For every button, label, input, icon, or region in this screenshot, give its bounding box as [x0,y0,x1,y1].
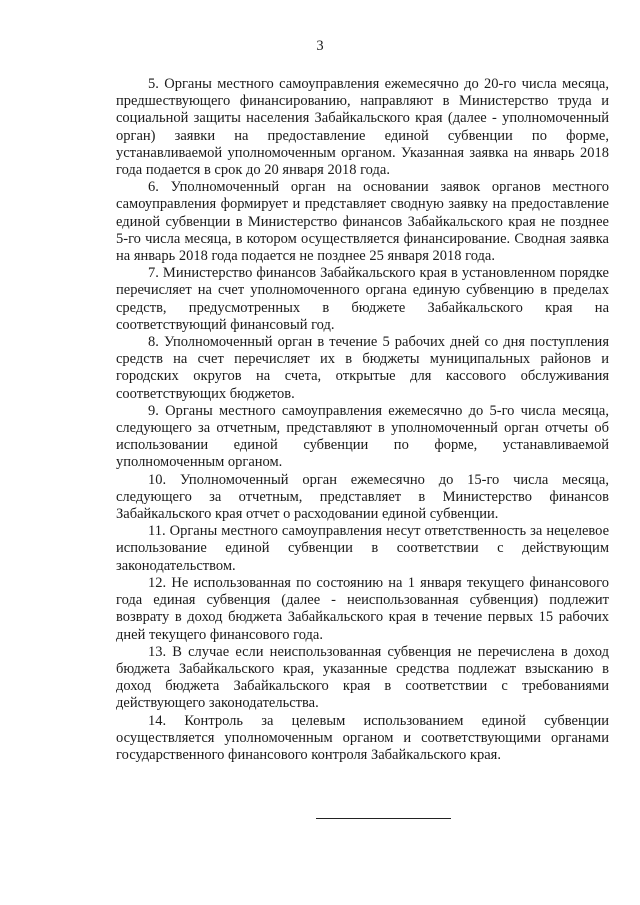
document-body [116,76,609,764]
paragraph-11: 11. Органы местного самоуправления несут ответственность за нецелевое использование единой субвенции в соответствии с действующим законодательством. [116,523,609,574]
paragraph-9: 9. Органы местного самоуправления ежемесячно до 5-го числа месяца, следующего за отчетным, представляют в уполномоченный орган отчеты об использовании единой субвенции по форме, устанавливаемой уполномоченным органом. [116,402,609,471]
paragraph-5: 5. Органы местного самоуправления ежемесячно до 20-го числа месяца, предшествующего финансированию, направляют в Министерство труда и социальной защиты населения Забайкальского края (далее - уполномоченный орган) заявки на предоставление единой субвенции по форме, устанавливаемой уполномоченным органом. Указанная заявка на январь 2018 года подается в срок до 20 января 2018 года. [116,76,609,179]
paragraph-10: 10. Уполномоченный орган ежемесячно до 15-го числа месяца, следующего за отчетным, представляет в Министерство финансов Забайкальского края отчет о расходовании единой субвенции. [116,471,609,523]
end-separator-line [316,818,451,819]
paragraph-12: 12. Не использованная по состоянию на 1 января текущего финансового года единая субвенция (далее - неиспользованная субвенция) подлежит возврату в доход бюджета Забайкальского края в течение первых 15 рабочих дней текущего финансового года. [116,574,609,643]
paragraph-7: 7. Министерство финансов Забайкальского края в установленном порядке перечисляет на счет уполномоченного органа единую субвенцию в пределах средств, предусмотренных в бюджете Забайкальского края на соответствующий финансовый год. [116,265,609,333]
page-number: 3 [316,38,324,54]
paragraph-14: 14. Контроль за целевым использованием единой субвенции осуществляется уполномоченным органом и соответствующими органами государственного финансового контроля Забайкальского края. [116,712,609,763]
paragraph-6: 6. Уполномоченный орган на основании заявок органов местного самоуправления формирует и представляет сводную заявку на предоставление единой субвенции в Министерство финансов Забайкальского края не позднее 5-го числа месяца, в котором осуществляется финансирование. Сводная заявка на январь 2018 года подается не позднее 25 января 2018 года. [116,179,609,265]
paragraph-13: 13. В случае если неиспользованная субвенция не перечислена в доход бюджета Забайкальского края, указанные средства подлежат взысканию в доход бюджета Забайкальского края в соответствии с требованиями действующего законодательства. [116,643,609,712]
paragraph-8: 8. Уполномоченный орган в течение 5 рабочих дней со дня поступления средств на счет перечисляет их в бюджеты муниципальных районов и городских округов на счета, открытые для кассового обслуживания соответствующих бюджетов. [116,334,609,402]
